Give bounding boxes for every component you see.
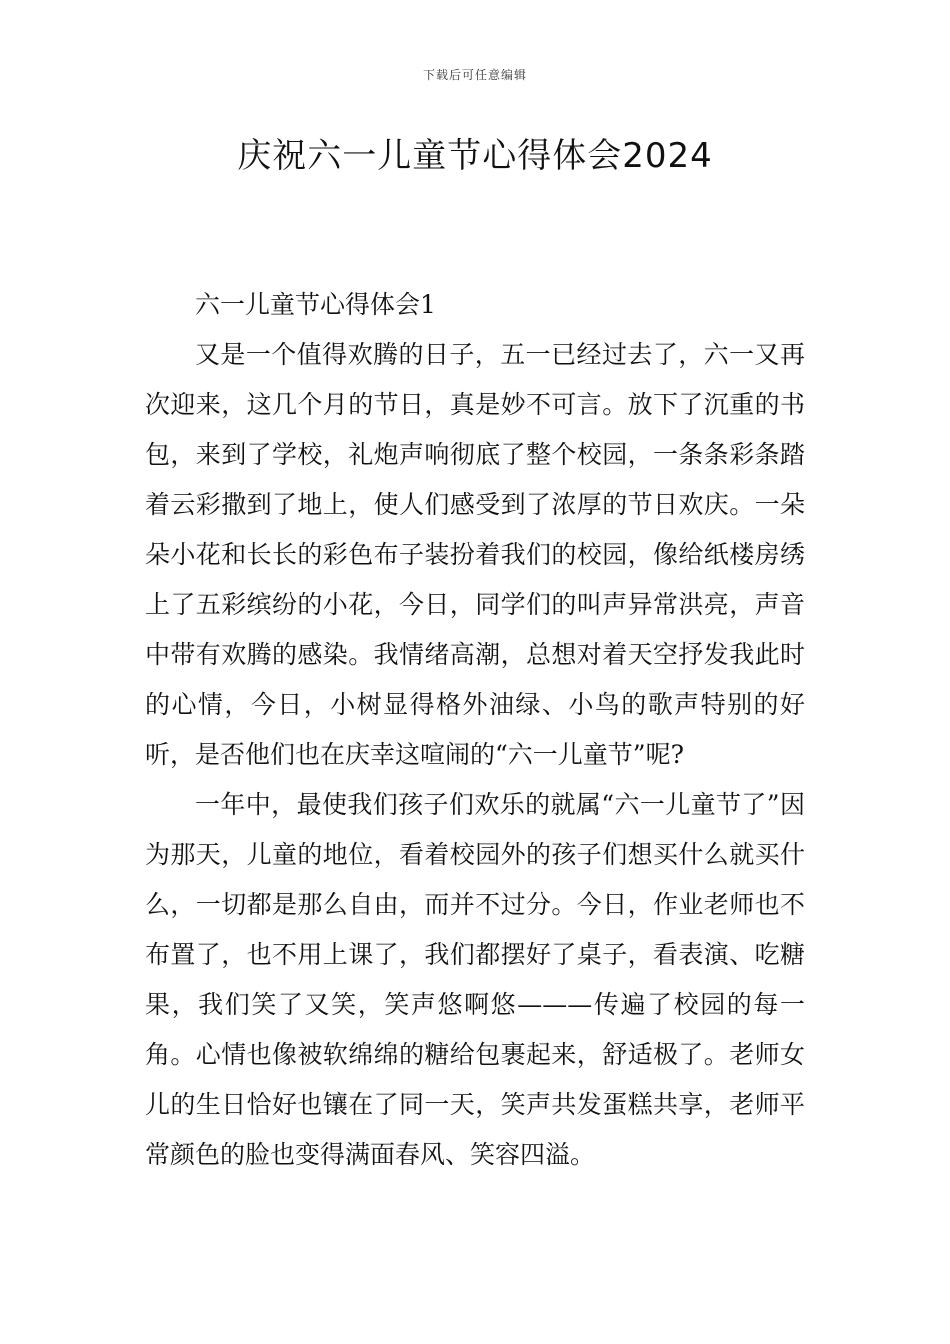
section-heading: 六一儿童节心得体会1 xyxy=(195,290,436,319)
header-note: 下载后可任意编辑 xyxy=(422,68,527,82)
body-paragraph-2: 一年中，最使我们孩子们欢乐的就属“六一儿童节了”因为那天，儿童的地位，看着校园外的孩子们想买什么就买什么，一切都是那么自由，而并不过分。今日，作业老师也不布置了，也不用上课了，我们都摆好了桌子，看表演、吃糖果，我们笑了又笑，笑声悠啊悠———传遍了校园的每一角。心情也像被软绵绵的糖给包裹起来，舒适极了。老师女儿的生日恰好也镶在了同一天，笑声共发蛋糕共享，老师平常颜色的脸也变得满面春风、笑容四溢。 xyxy=(145,790,805,1169)
body-paragraph-1: 又是一个值得欢腾的日子，五一已经过去了，六一又再次迎来，这几个月的节日，真是妙不可言。放下了沉重的书包，来到了学校，礼炮声响彻底了整个校园，一条条彩条踏着云彩撒到了地上，使人们感受到了浓厚的节日欢庆。一朵朵小花和长长的彩色布子装扮着我们的校园，像给纸楼房绣上了五彩缤纷的小花，今日，同学们的叫声异常洪亮，声音中带有欢腾的感染。我情绪高潮，总想对着天空抒发我此时的心情，今日，小树显得格外油绿、小鸟的歌声特别的好听，是否他们也在庆幸这喧闹的“六一儿童节”呢? xyxy=(145,340,805,769)
document-body xyxy=(145,280,805,1180)
document-title: 庆祝六一儿童节心得体会2024 xyxy=(237,136,713,176)
